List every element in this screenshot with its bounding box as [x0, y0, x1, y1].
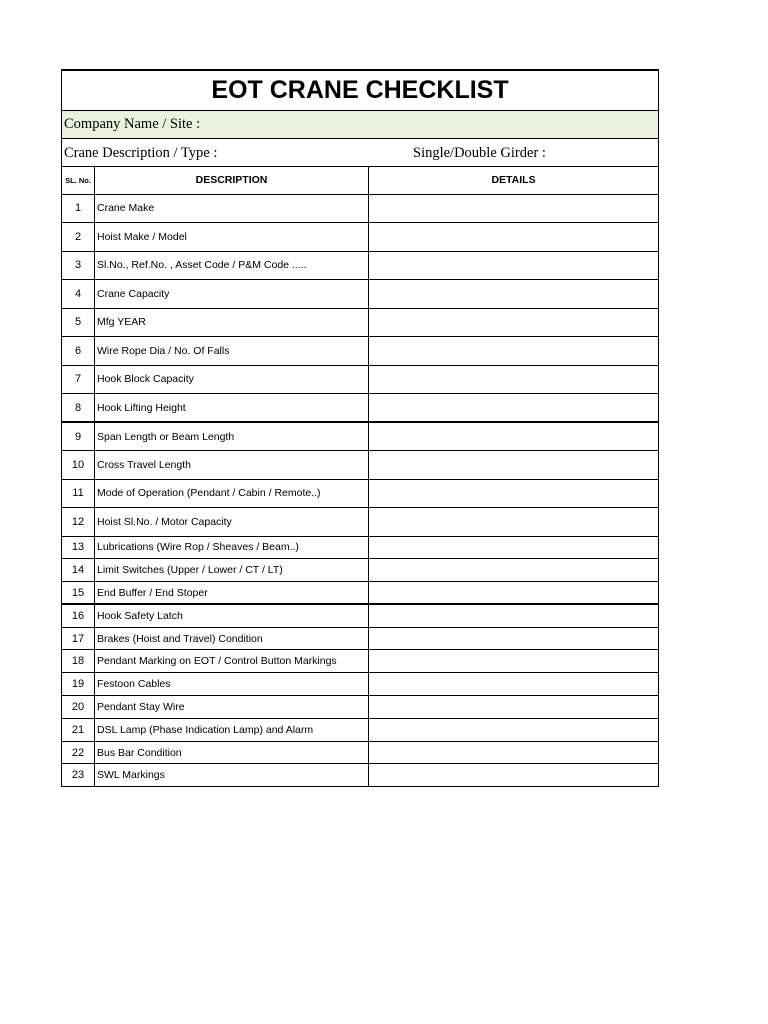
table-row: [62, 696, 659, 719]
row-details-field[interactable]: [369, 251, 659, 280]
row-details-field[interactable]: [369, 741, 659, 764]
row-description: Hook Safety Latch: [95, 604, 369, 627]
row-description: Span Length or Beam Length: [95, 422, 369, 451]
row-details-field[interactable]: [369, 764, 659, 787]
row-description: Pendant Stay Wire: [95, 696, 369, 719]
table-row: [62, 451, 659, 480]
row-sl-no: 18: [62, 650, 95, 673]
row-sl-no: 8: [62, 394, 95, 423]
row-details-field[interactable]: [369, 365, 659, 394]
table-row: [62, 604, 659, 627]
table-row: [62, 673, 659, 696]
table-row: [62, 718, 659, 741]
company-name-field[interactable]: Company Name / Site :: [62, 110, 659, 138]
row-description: Festoon Cables: [95, 673, 369, 696]
table-row: [62, 508, 659, 537]
row-description: Crane Capacity: [95, 280, 369, 309]
row-details-field[interactable]: [369, 394, 659, 423]
row-sl-no: 12: [62, 508, 95, 537]
row-sl-no: 2: [62, 223, 95, 252]
row-description: Crane Make: [95, 194, 369, 223]
row-sl-no: 16: [62, 604, 95, 627]
row-sl-no: 10: [62, 451, 95, 480]
row-description: Hook Lifting Height: [95, 394, 369, 423]
row-description: Hook Block Capacity: [95, 365, 369, 394]
row-sl-no: 15: [62, 582, 95, 605]
row-details-field[interactable]: [369, 479, 659, 508]
row-details-field[interactable]: [369, 422, 659, 451]
checklist-sheet: [61, 69, 658, 787]
row-details-field[interactable]: [369, 337, 659, 366]
row-details-field[interactable]: [369, 673, 659, 696]
table-row: [62, 365, 659, 394]
details-header: DETAILS: [369, 166, 659, 194]
table-row: [62, 741, 659, 764]
table-row: [62, 194, 659, 223]
row-sl-no: 4: [62, 280, 95, 309]
row-description: SWL Markings: [95, 764, 369, 787]
row-sl-no: 11: [62, 479, 95, 508]
row-description: Lubrications (Wire Rop / Sheaves / Beam..): [95, 536, 369, 559]
table-row: [62, 559, 659, 582]
table-row: [62, 479, 659, 508]
row-details-field[interactable]: [369, 696, 659, 719]
table-row: [62, 394, 659, 423]
row-details-field[interactable]: [369, 718, 659, 741]
table-row: [62, 422, 659, 451]
row-details-field[interactable]: [369, 223, 659, 252]
row-details-field[interactable]: [369, 650, 659, 673]
page-title: EOT CRANE CHECKLIST: [62, 70, 659, 110]
row-sl-no: 21: [62, 718, 95, 741]
row-sl-no: 23: [62, 764, 95, 787]
girder-type-label: Single/Double Girder :: [413, 144, 546, 161]
table-row: [62, 764, 659, 787]
row-sl-no: 22: [62, 741, 95, 764]
row-sl-no: 3: [62, 251, 95, 280]
row-sl-no: 13: [62, 536, 95, 559]
crane-description-row[interactable]: [62, 138, 659, 166]
table-row: [62, 223, 659, 252]
row-sl-no: 6: [62, 337, 95, 366]
row-description: Mfg YEAR: [95, 308, 369, 337]
row-sl-no: 7: [62, 365, 95, 394]
row-sl-no: 9: [62, 422, 95, 451]
table-row: [62, 582, 659, 605]
table-row: [62, 337, 659, 366]
row-description: Limit Switches (Upper / Lower / CT / LT): [95, 559, 369, 582]
row-sl-no: 20: [62, 696, 95, 719]
table-row: [62, 627, 659, 650]
sl-no-header: SL. No.: [62, 166, 95, 194]
row-details-field[interactable]: [369, 536, 659, 559]
row-details-field[interactable]: [369, 194, 659, 223]
row-details-field[interactable]: [369, 604, 659, 627]
row-details-field[interactable]: [369, 627, 659, 650]
row-sl-no: 1: [62, 194, 95, 223]
table-row: [62, 251, 659, 280]
row-details-field[interactable]: [369, 582, 659, 605]
row-description: Hoist Make / Model: [95, 223, 369, 252]
row-description: Pendant Marking on EOT / Control Button Markings: [95, 650, 369, 673]
row-description: Bus Bar Condition: [95, 741, 369, 764]
table-row: [62, 308, 659, 337]
row-description: DSL Lamp (Phase Indication Lamp) and Alarm: [95, 718, 369, 741]
table-row: [62, 650, 659, 673]
table-row: [62, 536, 659, 559]
row-sl-no: 14: [62, 559, 95, 582]
crane-description-label: Crane Description / Type :: [64, 144, 218, 161]
row-description: Hoist Sl.No. / Motor Capacity: [95, 508, 369, 537]
row-description: Brakes (Hoist and Travel) Condition: [95, 627, 369, 650]
row-sl-no: 17: [62, 627, 95, 650]
row-sl-no: 19: [62, 673, 95, 696]
row-details-field[interactable]: [369, 559, 659, 582]
checklist-table: [61, 69, 659, 787]
row-details-field[interactable]: [369, 508, 659, 537]
row-description: End Buffer / End Stoper: [95, 582, 369, 605]
row-description: Wire Rope Dia / No. Of Falls: [95, 337, 369, 366]
table-row: [62, 280, 659, 309]
row-details-field[interactable]: [369, 280, 659, 309]
row-description: Cross Travel Length: [95, 451, 369, 480]
row-description: Sl.No., Ref.No. , Asset Code / P&M Code .....: [95, 251, 369, 280]
row-details-field[interactable]: [369, 451, 659, 480]
description-header: DESCRIPTION: [95, 166, 369, 194]
row-description: Mode of Operation (Pendant / Cabin / Remote..): [95, 479, 369, 508]
row-sl-no: 5: [62, 308, 95, 337]
row-details-field[interactable]: [369, 308, 659, 337]
